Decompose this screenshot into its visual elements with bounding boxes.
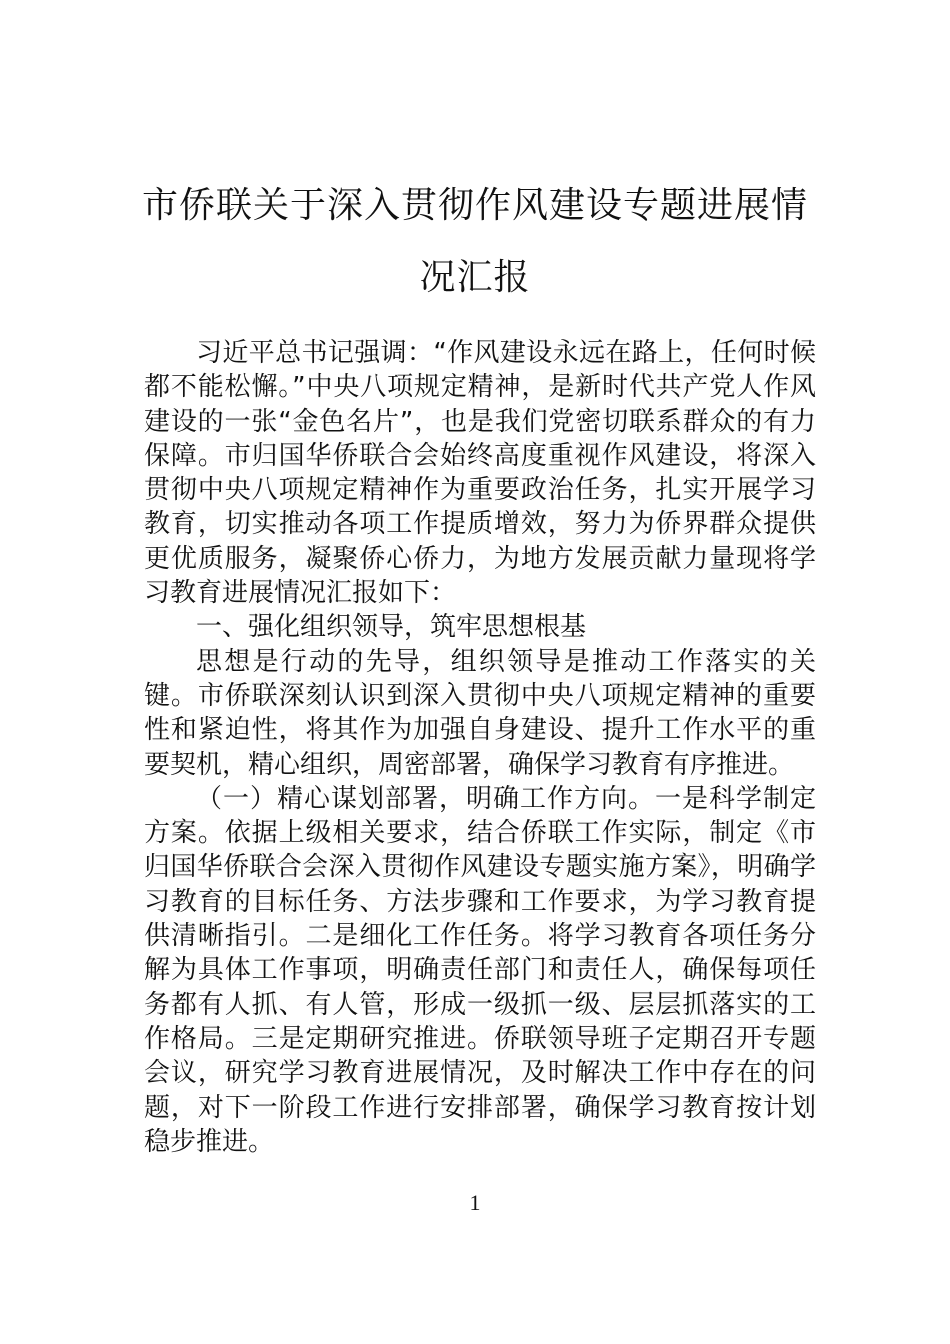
document-body <box>144 336 816 1159</box>
document-title <box>130 170 820 314</box>
section-heading: 一、强化组织领导，筑牢思想根基 <box>196 612 587 643</box>
page-number: 1 <box>469 1190 481 1215</box>
subsection-paragraph: （一）精心谋划部署，明确工作方向。一是科学制定方案。依据上级相关要求，结合侨联工作实际，制定《市归国华侨联合会深入贯彻作风建设专题实施方案》，明确学习教育的目标任务、方法步骤和工作要求，为学习教育提供清晰指引。二是细化工作任务。将学习教育各项任务分解为具体工作事项，明确责任部门和责任人，确保每项任务都有人抓、有人管，形成一级抓一级、层层抓落实的工作格局。三是定期研究推进。侨联领导班子定期召开专题会议，研究学习教育进展情况，及时解决工作中存在的问题，对下一阶段工作进行安排部署，确保学习教育按计划稳步推进。 <box>144 783 816 1157</box>
title-line-2: 况汇报 <box>419 257 531 298</box>
intro-paragraph: 习近平总书记强调：“作风建设永远在路上，任何时候都不能松懈。”中央八项规定精神，是新时代共产党人作风建设的一张“金色名片”，也是我们党密切联系群众的有力保障。市归国华侨联合会始终高度重视作风建设，将深入贯彻中央八项规定精神作为重要政治任务，扎实开展学习教育，切实推动各项工作提质增效，努力为侨界群众提供更优质服务，凝聚侨心侨力，为地方发展贡献力量现将学习教育进展情况汇报如下： <box>144 338 816 609</box>
title-line-1: 市侨联关于深入贯彻作风建设专题进展情 <box>141 185 808 226</box>
section-paragraph: 思想是行动的先导，组织领导是推动工作落实的关键。市侨联深刻认识到深入贯彻中央八项规定精神的重要性和紧迫性，将其作为加强自身建设、提升工作水平的重要契机，精心组织，周密部署，确保学习教育有序推进。 <box>144 646 816 780</box>
